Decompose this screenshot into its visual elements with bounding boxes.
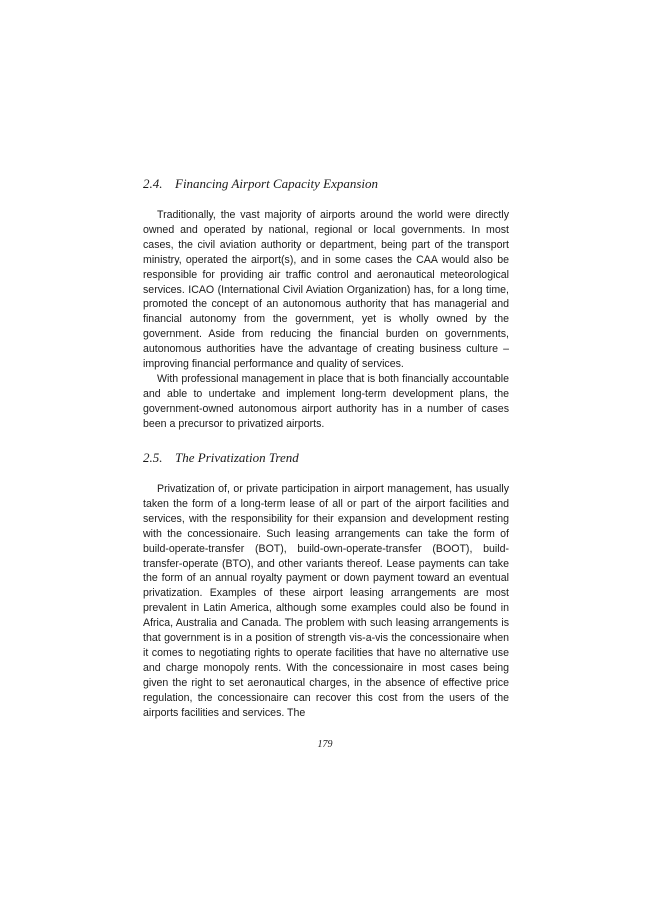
section-heading-2-5	[143, 450, 509, 466]
section-body-2-4	[143, 208, 509, 432]
section-body-2-5	[143, 482, 509, 721]
section-heading-2-4	[143, 176, 509, 192]
paragraph: With professional management in place that is both financially accountable and able to undertake and implement long-term development plans, the government-owned autonomous airport authority has in a number of cases been a precursor to privatized airports.	[143, 372, 509, 430]
section-number: 2.4.	[143, 176, 163, 191]
page-number: 179	[317, 739, 333, 750]
section-number: 2.5.	[143, 450, 163, 465]
section-title: Financing Airport Capacity Expansion	[175, 176, 379, 191]
section-title: The Privatization Trend	[175, 450, 299, 465]
paragraph: Privatization of, or private participation in airport management, has usually taken the form of a long-term lease of all or part of the airport facilities and services, with the responsibility for their expansion and development resting with the concessionaire. Such leasing arrangements can take the form of build-operate-transfer (BOT), build-own-operate-transfer (BOOT), build-transfer-operate (BTO), and other variants thereof. Lease payments can take the form of an annual royalty payment or down payment toward an eventual privatization. Examples of these airport leasing arrangements are most prevalent in Latin America, although some examples could also be found in Africa, Australia and Canada. The problem with such leasing arrangements is that government is in a position of strength vis-a-vis the concessionaire when it comes to negotiating rights to operate facilities that have no alternative use and charge monopoly rents. With the concessionaire in most cases being given the right to set aeronautical charges, in the absence of effective price regulation, the concessionaire can recover this cost from the users of the airports facilities and services. The	[143, 483, 509, 719]
paragraph: Traditionally, the vast majority of airports around the world were directly owned and operated by national, regional or local governments. In most cases, the civil aviation authority or department, being part of the transport ministry, operated the airport(s), and in some cases the CAA would also be responsible for providing air traffic control and aeronautical meteorological services. ICAO (International Civil Aviation Organization) has, for a long time, promoted the concept of an autonomous authority that has managerial and financial autonomy from the government, yet is wholly owned by the government. Aside from reducing the financial burden on governments, autonomous authorities have the advantage of creating business culture – improving financial performance and quality of services.	[143, 209, 509, 371]
